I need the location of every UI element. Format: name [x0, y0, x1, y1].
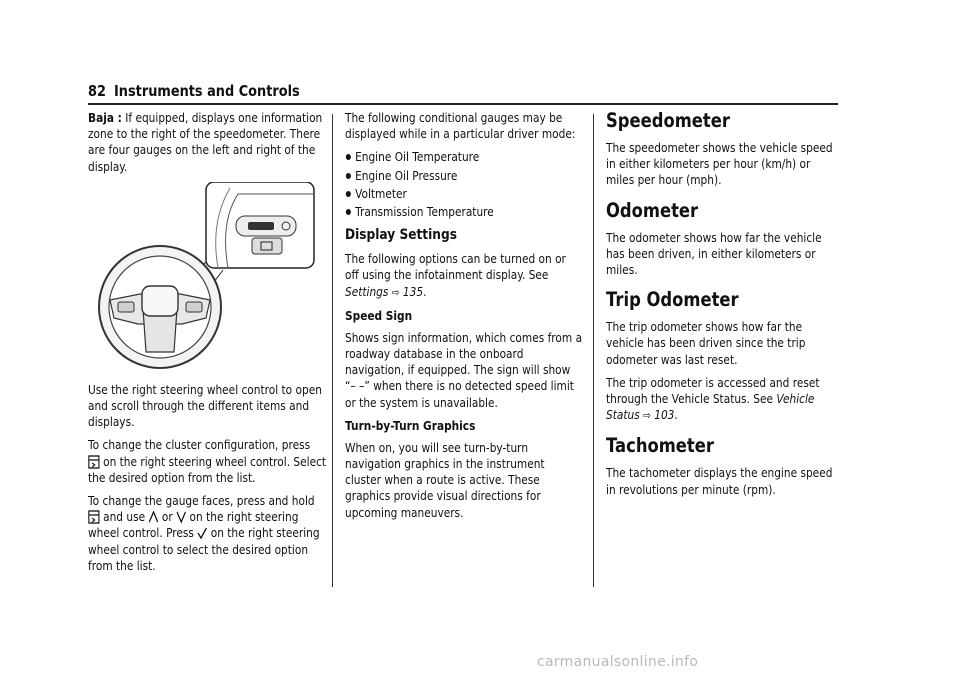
- column-1: [88, 110, 332, 581]
- inset-cluster-button: [252, 238, 282, 254]
- steering-wheel-illustration: [88, 182, 332, 370]
- list-item: Engine Oil Temperature: [345, 149, 583, 165]
- gauge-text-b: and use: [99, 509, 149, 525]
- odometer-heading: Odometer: [606, 198, 699, 222]
- tachometer-heading: Tachometer: [606, 434, 714, 458]
- list-item: Transmission Temperature: [345, 204, 583, 220]
- vehicle-status-link[interactable]: Vehicle Status: [606, 391, 815, 423]
- settings-link[interactable]: Settings: [345, 283, 389, 299]
- display-settings-text: The following options can be turned on or off using the infotainment display. See: [345, 251, 566, 283]
- display-settings-end: .: [423, 283, 427, 299]
- gauge-text-e: on the right steering wheel control to select the desired option from the list.: [88, 525, 320, 573]
- speedometer-heading: Speedometer: [606, 109, 730, 132]
- column-3: [606, 110, 840, 505]
- wheel-right-controls: [186, 302, 202, 312]
- column-2: [345, 110, 583, 528]
- baja-label: Baja :: [88, 110, 122, 125]
- conditional-gauges-list: [345, 149, 583, 220]
- turn-by-turn-paragraph: When on, you will see turn-by-turn navigation graphics in the instrument cluster when a route is active. These graphics provide visual directions for upcoming maneuvers.: [345, 439, 545, 520]
- use-paragraph: Use the right steering wheel control to open and scroll through the different items and displays.: [88, 381, 322, 430]
- trip-odometer-paragraph-1: The trip odometer shows how far the vehicle has been driven since the trip odometer was last reset.: [606, 319, 806, 367]
- cluster-text-a: To change the cluster configuration, press: [88, 437, 311, 453]
- trip-odometer-heading: Trip Odometer: [606, 288, 739, 312]
- settings-page-ref[interactable]: 135: [402, 283, 424, 299]
- down-chevron-icon: [176, 510, 186, 524]
- list-item: Engine Oil Pressure: [345, 168, 583, 184]
- odometer-paragraph: The odometer shows how far the vehicle has been driven, in either kilometers or miles.: [606, 229, 822, 278]
- section-title: Instruments and Controls: [114, 82, 300, 100]
- baja-text: If equipped, displays one information zone to the right of the speedometer. There are four gauges on the left and right of the display.: [88, 110, 323, 174]
- column-divider-1: [332, 114, 333, 587]
- tachometer-paragraph: The tachometer displays the engine speed in revolutions per minute (rpm).: [606, 465, 833, 497]
- trip-odometer-text: The trip odometer is accessed and reset through the Vehicle Status. See: [606, 374, 820, 407]
- wheel-left-controls: [118, 302, 134, 312]
- page-number: 82: [88, 82, 106, 100]
- wheel-hub: [142, 286, 178, 316]
- gauge-text-a: To change the gauge faces, press and hold: [88, 493, 315, 509]
- display-settings-paragraph: [345, 251, 583, 301]
- gauge-text-d: on the right steering wheel control. Press: [88, 509, 299, 541]
- trip-odometer-paragraph-2: [606, 375, 840, 425]
- up-chevron-icon: [148, 510, 158, 524]
- trip-odometer-end: .: [674, 407, 678, 423]
- page-ref-arrow-icon: ⇨: [391, 285, 400, 299]
- checkmark-icon: [197, 526, 207, 540]
- display-settings-heading: Display Settings: [345, 227, 457, 244]
- list-item: Voltmeter: [345, 186, 583, 202]
- speed-sign-paragraph: Shows sign information, which comes from a roadway database in the onboard navigation, if equipped. The sign will show “– –” when there is no detected speed limit or the system is unavailable.: [345, 329, 583, 410]
- cluster-paragraph: [88, 437, 332, 486]
- steering-wheel-figure: [88, 182, 332, 370]
- conditional-gauges-intro: The following conditional gauges may be displayed while in a particular driver mode:: [345, 110, 576, 142]
- cluster-button-icon: [88, 455, 100, 469]
- column-divider-2: [593, 114, 594, 587]
- gauge-paragraph: [88, 493, 332, 574]
- turn-by-turn-heading: Turn-by-Turn Graphics: [345, 417, 476, 433]
- header-rule: [88, 103, 838, 105]
- watermark: carmanualsonline.info: [537, 654, 699, 670]
- cluster-text-b: on the right steering wheel control. Select the desired option from the list.: [88, 453, 327, 485]
- inset-scroll-wheel: [248, 222, 274, 230]
- speed-sign-heading: Speed Sign: [345, 307, 413, 323]
- speedometer-paragraph: The speedometer shows the vehicle speed in either kilometers per hour (km/h) or miles per hour (mph).: [606, 140, 833, 188]
- vehicle-status-page-ref[interactable]: 103: [654, 407, 675, 423]
- cluster-button-icon: [88, 510, 100, 524]
- gauge-text-c: or: [158, 509, 177, 525]
- baja-paragraph: [88, 110, 332, 175]
- page-ref-arrow-icon: ⇨: [643, 409, 651, 423]
